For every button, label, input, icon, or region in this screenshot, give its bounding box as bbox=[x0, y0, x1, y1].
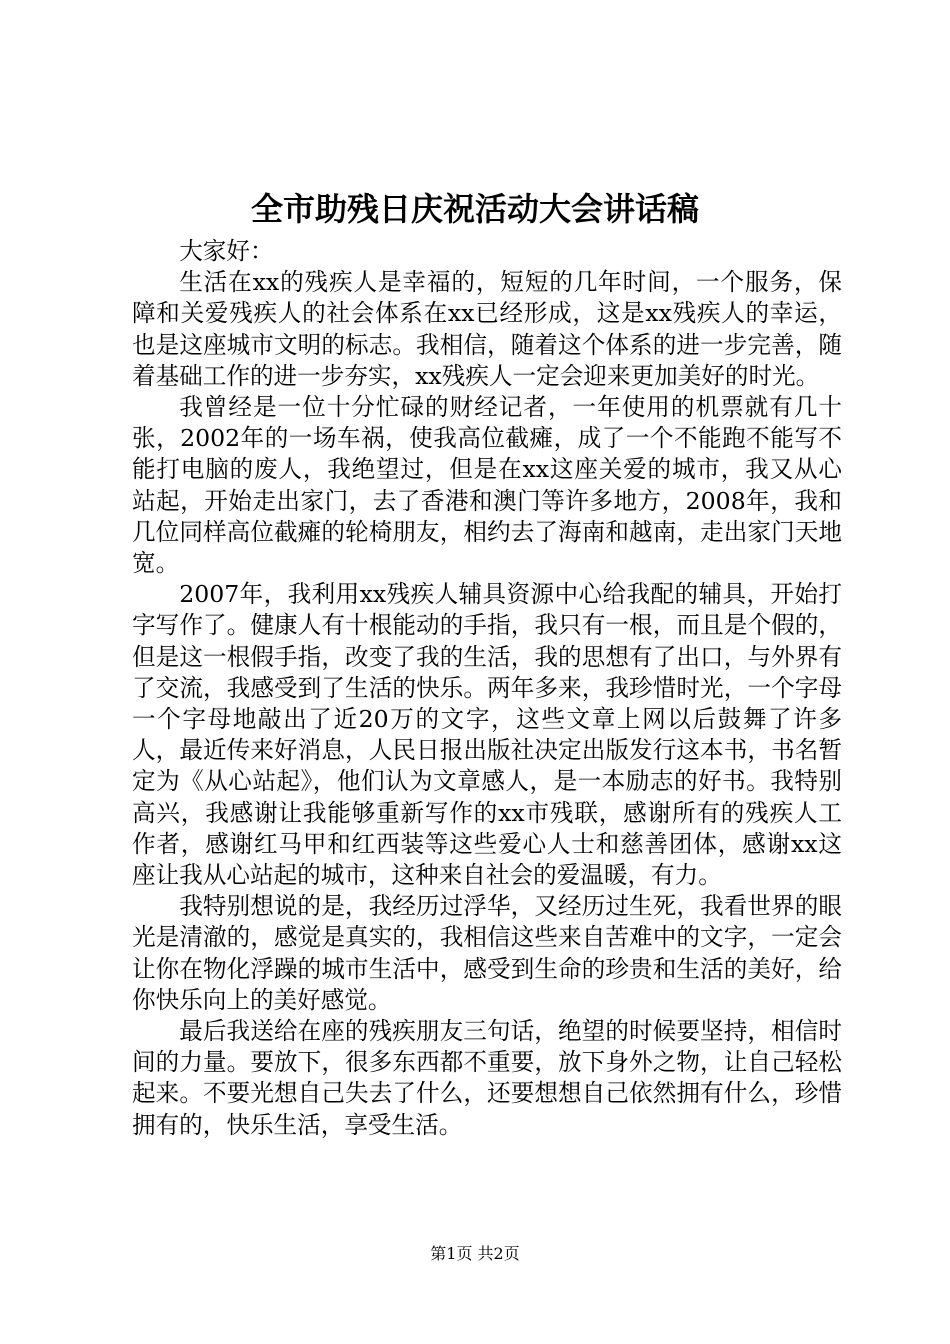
paragraph: 我特别想说的是，我经历过浮华，又经历过生死，我看世界的眼光是清澈的，感觉是真实的，我相信这些来自苦难中的文字，一定会让你在物化浮躁的城市生活中，感受到生命的珍贵和生活的美好，给你快乐向上的美好感觉。 bbox=[132, 892, 842, 1014]
paragraph-greeting: 大家好： bbox=[179, 237, 274, 265]
paragraph: 2007年，我利用xx残疾人辅具资源中心给我配的辅具，开始打字写作了。健康人有十根能动的手指，我只有一根，而且是个假的，但是这一根假手指，改变了我的生活，我的思想有了出口，与外界有了交流，我感受到了生活的快乐。两年多来，我珍惜时光，一个字母一个字母地敲出了近20万的文字，这些文章上网以后鼓舞了许多人，最近传来好消息，人民日报出版社决定出版发行这本书，书名暂定为《从心站起》，他们认为文章感人，是一本励志的好书。我特别高兴，我感谢让我能够重新写作的xx市残联，感谢所有的残疾人工作者，感谢红马甲和红西装等这些爱心人士和慈善团体，感谢xx这座让我从心站起的城市，这种来自社会的爱温暖，有力。 bbox=[132, 580, 842, 890]
document-title: 全市助残日庆祝活动大会讲话稿 bbox=[250, 190, 699, 228]
paragraph: 生活在xx的残疾人是幸福的，短短的几年时间，一个服务，保障和关爱残疾人的社会体系在xx已经形成，这是xx残疾人的幸运，也是这座城市文明的标志。我相信，随着这个体系的进一步完善，随着基础工作的进一步夯实，xx残疾人一定会迎来更加美好的时光。 bbox=[132, 268, 842, 390]
paragraph: 最后我送给在座的残疾朋友三句话，绝望的时候要坚持，相信时间的力量。要放下，很多东西都不重要，放下身外之物，让自己轻松起来。不要光想自己失去了什么，还要想想自己依然拥有什么，珍惜拥有的，快乐生活，享受生活。 bbox=[132, 1017, 842, 1139]
page-number-footer: 第1页 共2页 bbox=[430, 1244, 520, 1263]
paragraph: 我曾经是一位十分忙碌的财经记者，一年使用的机票就有几十张，2002年的一场车祸，使我高位截瘫，成了一个不能跑不能写不能打电脑的废人，我绝望过，但是在xx这座关爱的城市，我又从心站起，开始走出家门，去了香港和澳门等许多地方，2008年，我和几位同样高位截瘫的轮椅朋友，相约去了海南和越南，走出家门天地宽。 bbox=[132, 393, 842, 578]
document-body bbox=[132, 236, 842, 1141]
